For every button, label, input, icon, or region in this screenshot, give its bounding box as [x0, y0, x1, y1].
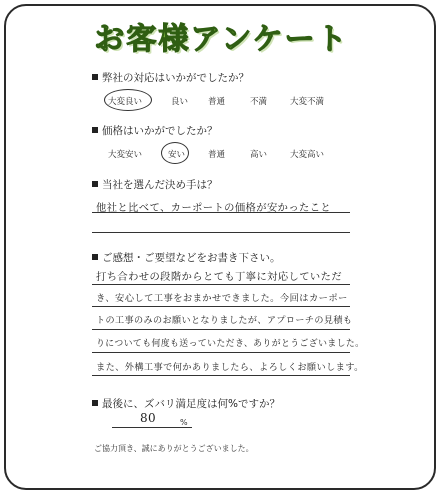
answer-line: [92, 329, 350, 330]
answer-line: [92, 352, 350, 353]
comment-line-2: き、安心して工事をおまかせできました。今回はカーポー: [96, 293, 348, 304]
option-cheap[interactable]: 安い: [168, 150, 186, 160]
question-4: [92, 250, 281, 265]
bullet-square-icon: [92, 181, 98, 187]
question-4-label: ご感想・ご要望などをお書き下さい。: [102, 252, 281, 264]
answer-line: [112, 427, 192, 428]
percent-unit: %: [180, 418, 188, 427]
comment-line-5: また、外構工事で何かありましたら、よろしくお願いします。: [96, 362, 364, 373]
selection-circle: [161, 142, 189, 164]
answer-line: [92, 375, 350, 376]
question-2: [92, 123, 218, 138]
option-expensive[interactable]: 高い: [250, 150, 268, 160]
option-very-good[interactable]: 大変良い: [108, 97, 143, 107]
selection-circle: [104, 89, 152, 111]
option-very-dissatisfied[interactable]: 大変不満: [290, 97, 325, 107]
bullet-square-icon: [92, 74, 98, 80]
answer-line: [92, 306, 350, 307]
bullet-square-icon: [92, 400, 98, 406]
option-normal[interactable]: 普通: [208, 97, 226, 107]
answer-line: [92, 284, 350, 285]
thank-you-note: ご協力頂き、誠にありがとうございました。: [94, 444, 254, 453]
question-2-label: 価格はいかがでしたか？: [102, 125, 218, 137]
question-5-label: 最後に、ズバリ満足度は何%ですか？: [102, 398, 280, 410]
question-5: [92, 396, 280, 411]
option-normal-price[interactable]: 普通: [208, 150, 226, 160]
comment-line-1: 打ち合わせの段階からとても丁寧に対応していただ: [96, 271, 343, 283]
option-good[interactable]: 良い: [171, 97, 189, 107]
survey-title: お客様アンケート: [94, 22, 349, 57]
option-very-expensive[interactable]: 大変高い: [290, 150, 325, 160]
comment-line-3: トの工事のみのお願いとなりましたが、アプローチの見積も: [96, 316, 353, 326]
comment-line-4: りについても何度も送っていただき、ありがとうございました。: [96, 339, 365, 349]
satisfaction-value: 80: [140, 411, 157, 425]
option-dissatisfied[interactable]: 不満: [250, 97, 268, 107]
question-1-label: 弊社の対応はいかがでしたか？: [102, 72, 249, 84]
answer-line: [92, 212, 350, 213]
question-1: [92, 70, 249, 85]
option-very-cheap[interactable]: 大変安い: [108, 150, 143, 160]
bullet-square-icon: [92, 127, 98, 133]
question-3-label: 当社を選んだ決め手は？: [102, 179, 218, 191]
question-3-answer: 他社と比べて、カーポートの価格が安かったこと: [96, 202, 332, 214]
answer-line: [92, 232, 350, 233]
question-3: [92, 177, 218, 192]
bullet-square-icon: [92, 254, 98, 260]
